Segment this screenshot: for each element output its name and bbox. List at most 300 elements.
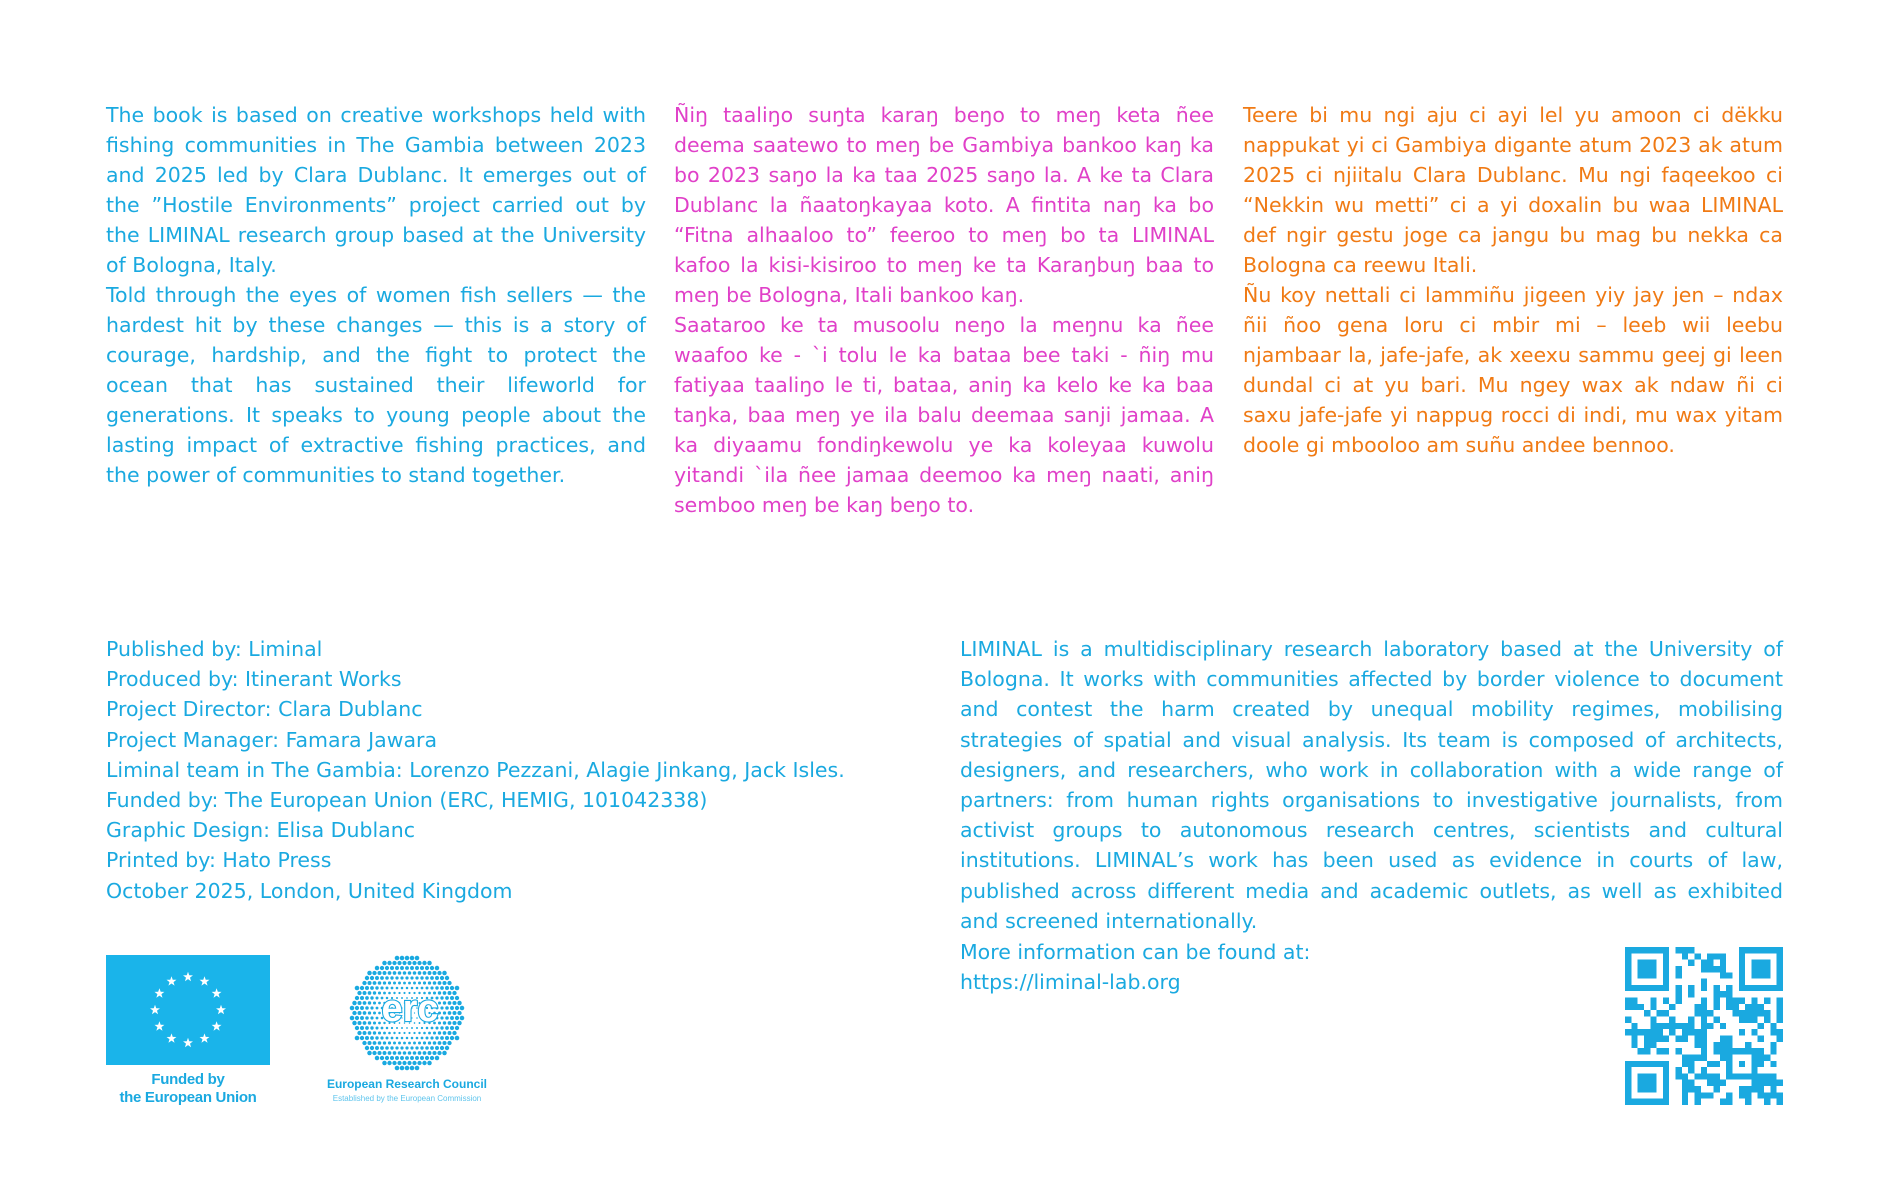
erc-dot <box>442 971 447 976</box>
qr-module <box>1676 1073 1682 1079</box>
erc-dot <box>433 1031 436 1034</box>
erc-dot <box>363 1011 367 1015</box>
qr-module <box>1726 1004 1732 1010</box>
erc-dot <box>360 1016 364 1020</box>
erc-dot <box>393 1051 397 1055</box>
qr-module <box>1682 1080 1688 1086</box>
erc-dot <box>460 1016 465 1021</box>
erc-dot <box>418 1042 421 1045</box>
erc-dot <box>408 1051 412 1055</box>
qr-module <box>1726 1099 1732 1105</box>
qr-module <box>1777 1029 1783 1035</box>
erc-dot <box>455 1036 460 1041</box>
erc-dot <box>370 1006 373 1009</box>
erc-dot <box>411 1037 414 1040</box>
erc-dot <box>393 982 396 985</box>
erc-dot <box>357 1011 361 1015</box>
erc-dot <box>382 961 387 966</box>
qr-module <box>1777 1092 1783 1098</box>
qr-module <box>1758 1010 1764 1016</box>
erc-dot <box>450 1006 454 1010</box>
qr-module <box>1682 1099 1688 1105</box>
qr-module <box>1720 991 1726 997</box>
erc-dot <box>365 1016 369 1020</box>
qr-module <box>1707 960 1713 966</box>
qr-module <box>1745 1099 1751 1105</box>
qr-module <box>1676 1048 1682 1054</box>
qr-module <box>1682 1086 1688 1092</box>
erc-dot <box>380 976 384 980</box>
erc-dot <box>415 956 420 961</box>
erc-dot <box>452 1001 456 1005</box>
qr-module <box>1707 1061 1713 1067</box>
qr-module <box>1713 966 1719 972</box>
qr-module <box>1713 1073 1719 1079</box>
erc-dot <box>400 956 405 961</box>
qr-module <box>1631 1004 1637 1010</box>
qr-module <box>1638 1048 1644 1054</box>
erc-dot <box>447 1041 451 1045</box>
erc-dot <box>370 1046 374 1050</box>
qr-module <box>1732 1004 1738 1010</box>
erc-dot <box>418 1032 420 1034</box>
erc-dot <box>363 991 367 995</box>
erc-dot <box>402 961 406 965</box>
erc-dot <box>428 1051 432 1055</box>
qr-module <box>1676 985 1682 991</box>
erc-dot <box>405 976 408 979</box>
erc-dot <box>398 1051 402 1055</box>
qr-module <box>1695 1092 1701 1098</box>
qr-module <box>1701 1023 1707 1029</box>
erc-dot <box>457 1021 461 1025</box>
erc-dot <box>430 1056 434 1060</box>
qr-module <box>1663 1010 1669 1016</box>
erc-dot <box>352 1011 356 1015</box>
erc-dot <box>383 1041 386 1044</box>
erc-dot <box>360 996 364 1000</box>
erc-dot <box>408 1042 411 1045</box>
more-info-url[interactable]: https://liminal-lab.org <box>960 970 1181 995</box>
qr-module <box>1663 1048 1669 1054</box>
erc-dot <box>420 1056 424 1060</box>
erc-dot <box>373 1021 376 1024</box>
erc-dot <box>375 1026 378 1029</box>
credit-date-place: October 2025, London, United Kingdom <box>106 878 513 903</box>
qr-module <box>1644 1042 1650 1048</box>
erc-dot <box>445 1046 449 1050</box>
english-paragraph-1: The book is based on creative workshops held with fishing communities in The Gambia between 2023 and 2025 led by Clara Dublanc. It emerges out of the ”Hostile Environments” project carried out by the LIMINAL research group based at the University of Bologna, Italy. <box>106 103 646 277</box>
erc-dot <box>452 1031 456 1035</box>
erc-dot <box>450 996 454 1000</box>
mandinka-column <box>674 100 1214 520</box>
erc-dot <box>408 1032 410 1034</box>
eu-caption-line-1: Funded by <box>151 1071 225 1088</box>
qr-module <box>1650 1042 1656 1048</box>
qr-module <box>1713 991 1719 997</box>
qr-module <box>1770 1042 1776 1048</box>
erc-dot <box>355 1036 360 1041</box>
qr-module <box>1707 1092 1713 1098</box>
qr-module <box>1739 1017 1745 1023</box>
qr-module <box>1688 1080 1694 1086</box>
erc-dot <box>393 1032 395 1034</box>
qr-module <box>1726 1042 1732 1048</box>
erc-dot <box>428 1032 431 1035</box>
qr-module <box>1688 985 1694 991</box>
erc-dot <box>376 1017 379 1020</box>
qr-module <box>1682 1029 1688 1035</box>
qr-module <box>1701 1092 1707 1098</box>
qr-module <box>1695 1029 1701 1035</box>
qr-module <box>1682 1023 1688 1029</box>
qr-module <box>1720 1035 1726 1041</box>
qr-module <box>1777 998 1783 1004</box>
erc-dot <box>382 1061 387 1066</box>
qr-module <box>1726 998 1732 1004</box>
qr-module <box>1745 1004 1751 1010</box>
qr-module <box>1777 1099 1783 1105</box>
erc-dot <box>365 996 369 1000</box>
qr-module <box>1777 1080 1783 1086</box>
qr-module <box>1663 1035 1669 1041</box>
qr-module <box>1764 1073 1770 1079</box>
erc-dot <box>412 1061 416 1065</box>
qr-module <box>1701 960 1707 966</box>
erc-dot <box>413 1051 417 1055</box>
qr-module <box>1625 1061 1669 1067</box>
qr-module <box>1701 1035 1707 1041</box>
qr-module <box>1676 991 1682 997</box>
qr-module <box>1732 998 1738 1004</box>
erc-dot <box>398 1032 400 1034</box>
erc-dot <box>423 981 426 984</box>
qr-module <box>1777 953 1783 985</box>
qr-module <box>1625 1004 1631 1010</box>
erc-dot <box>445 1026 449 1030</box>
qr-module <box>1638 1029 1644 1035</box>
qr-module <box>1688 1054 1694 1060</box>
qr-module <box>1770 1061 1776 1067</box>
qr-module <box>1751 1029 1757 1035</box>
qr-module <box>1770 1048 1776 1054</box>
qr-module <box>1676 1067 1682 1073</box>
qr-module <box>1758 1086 1764 1092</box>
erc-dot <box>372 971 376 975</box>
erc-dot <box>405 1056 409 1060</box>
erc-dot <box>393 1042 396 1045</box>
erc-dot <box>407 1061 411 1065</box>
erc-dot <box>447 981 451 985</box>
erc-dot <box>443 1031 447 1035</box>
erc-dot <box>405 956 410 961</box>
erc-dot <box>452 991 456 995</box>
erc-dot <box>435 1036 438 1039</box>
erc-dot <box>393 971 397 975</box>
qr-module <box>1663 1023 1669 1029</box>
qr-module <box>1695 953 1701 959</box>
erc-dot <box>367 981 371 985</box>
qr-module <box>1682 1061 1688 1067</box>
erc-dot <box>438 1041 442 1045</box>
erc-dot <box>442 981 446 985</box>
erc-dot <box>375 1056 379 1060</box>
qr-module <box>1758 1080 1764 1086</box>
qr-module <box>1638 1073 1657 1092</box>
qr-module <box>1758 1004 1764 1010</box>
erc-dot <box>365 976 369 980</box>
qr-module <box>1688 947 1694 953</box>
qr-module <box>1701 1029 1707 1035</box>
erc-dot <box>413 1042 416 1045</box>
erc-dot <box>350 1006 355 1011</box>
qr-module <box>1751 960 1770 979</box>
wolof-paragraph-1: Teere bi mu ngi aju ci ayi lel yu amoon ci dëkku nappukat yi ci Gambiya digante atum 2023 ak atum 2025 ci njiitalu Clara Dublanc. Mu ngi faqeekoo ci “Nekkin wu metti” ci a yi doxalin bu waa LIMINAL def ngir gestu joge ca jangu bu mag bu nekka ca Bologna ca reewu Itali. <box>1243 103 1783 277</box>
erc-dot <box>360 1026 364 1030</box>
qr-module <box>1713 1086 1719 1092</box>
erc-dot <box>378 1022 381 1025</box>
erc-dot <box>360 1006 364 1010</box>
erc-dot <box>367 1051 372 1056</box>
erc-dot <box>380 1036 383 1039</box>
erc-dot <box>415 966 419 970</box>
qr-module <box>1751 1004 1757 1010</box>
qr-module <box>1777 1004 1783 1010</box>
erc-dot <box>425 1046 429 1050</box>
qr-module <box>1758 1048 1764 1054</box>
erc-dot <box>450 986 454 990</box>
qr-module <box>1669 1023 1675 1029</box>
erc-dot <box>392 961 396 965</box>
qr-module <box>1777 1010 1783 1016</box>
qr-module <box>1745 1010 1751 1016</box>
erc-dot <box>385 976 389 980</box>
qr-module <box>1739 1092 1745 1098</box>
erc-dot <box>443 1021 446 1024</box>
erc-dot <box>440 1036 444 1040</box>
qr-module <box>1701 1067 1707 1073</box>
erc-dot <box>368 1001 371 1004</box>
qr-module <box>1676 1023 1682 1029</box>
english-column <box>106 100 646 490</box>
qr-module <box>1650 1004 1656 1010</box>
qr-module <box>1777 1017 1783 1023</box>
qr-module <box>1695 1073 1701 1079</box>
qr-module <box>1764 1099 1770 1105</box>
erc-dot <box>387 961 391 965</box>
erc-dot <box>440 1046 444 1050</box>
erc-dot <box>401 1037 404 1040</box>
erc-dot <box>413 1032 415 1034</box>
qr-module <box>1638 960 1657 979</box>
erc-dot <box>412 961 416 965</box>
qr-module <box>1701 1010 1707 1016</box>
qr-module <box>1701 1042 1707 1048</box>
erc-dot <box>400 976 403 979</box>
erc-mark-text: erc <box>381 988 439 1030</box>
erc-dot <box>420 976 423 979</box>
erc-dot <box>370 1036 374 1040</box>
qr-module <box>1726 1073 1758 1079</box>
qr-module <box>1713 1080 1719 1086</box>
qr-module <box>1688 1086 1694 1092</box>
qr-module <box>1726 1054 1732 1073</box>
erc-dot <box>448 1031 452 1035</box>
erc-dot <box>443 1011 446 1014</box>
qr-module <box>1745 1017 1751 1023</box>
erc-dot <box>403 1042 406 1045</box>
credit-funding: Funded by: The European Union (ERC, HEMIG, 101042338) <box>106 788 708 813</box>
qr-module <box>1625 985 1669 991</box>
erc-dot <box>420 966 424 970</box>
erc-dot <box>435 1056 439 1060</box>
erc-dot <box>457 1001 461 1005</box>
erc-dot <box>388 1051 392 1055</box>
qr-module <box>1657 1035 1663 1041</box>
qr-module <box>1720 1054 1726 1060</box>
credits-list <box>106 634 886 906</box>
qr-module <box>1707 1073 1713 1079</box>
erc-dot <box>415 1066 420 1071</box>
erc-dot <box>368 1011 371 1014</box>
qr-module <box>1764 1010 1770 1016</box>
erc-dot <box>423 1032 426 1035</box>
erc-dot <box>390 966 394 970</box>
qr-module <box>1739 998 1745 1004</box>
erc-dot <box>373 1012 376 1015</box>
erc-dot <box>438 981 442 985</box>
erc-dot <box>445 1036 449 1040</box>
qr-module <box>1669 1004 1675 1010</box>
erc-dot <box>448 1001 452 1005</box>
erc-dot <box>415 1056 419 1060</box>
qr-module <box>1682 1054 1688 1060</box>
erc-dot <box>373 981 377 985</box>
erc-dot <box>445 996 449 1000</box>
qr-module <box>1701 1017 1707 1023</box>
qr-module <box>1657 1029 1663 1035</box>
qr-module <box>1720 960 1726 966</box>
erc-dot <box>378 1002 381 1005</box>
erc-dot <box>430 1046 434 1050</box>
erc-dot <box>365 1006 369 1010</box>
qr-module <box>1625 1067 1631 1099</box>
erc-dot <box>418 982 421 985</box>
erc-dot <box>387 1061 391 1065</box>
erc-name: European Research Council <box>326 1077 488 1091</box>
erc-dot <box>370 996 373 999</box>
qr-module <box>1688 1017 1694 1023</box>
erc-dot <box>433 981 437 985</box>
erc-dot <box>423 1041 426 1044</box>
qr-module <box>1739 1061 1745 1067</box>
mandinka-paragraph-1: Ñiŋ taaliŋo suŋta karaŋ beŋo to meŋ keta ñee deema saatewo to meŋ be Gambiya bankoo kaŋ ka bo 2023 saŋo la ka taa 2025 saŋo la. A ke ta Clara Dublanc la ñaatoŋkayaa koto. A fintita naŋ ka bo “Fitna alhaaloo to” feeroo to meŋ bo ta LIMINAL kafoo la kisi-kisiroo to meŋ ke ta Karaŋbuŋ baa to meŋ be Bologna, Itali bankoo kaŋ. <box>674 103 1214 307</box>
qr-module <box>1739 985 1783 991</box>
erc-dot <box>392 1061 396 1065</box>
erc-subtitle: Established by the European Commission <box>332 1094 482 1103</box>
qr-module <box>1758 1092 1764 1098</box>
erc-logo <box>322 955 492 1106</box>
erc-dot <box>362 981 366 985</box>
qr-module <box>1751 1010 1757 1016</box>
erc-dot <box>395 1066 400 1071</box>
erc-dot <box>430 1036 433 1039</box>
qr-module <box>1650 1017 1656 1023</box>
qr-module <box>1625 1099 1669 1105</box>
qr-module <box>1720 966 1726 972</box>
eu-caption-line-2: the European Union <box>119 1089 257 1106</box>
erc-dot <box>440 986 444 990</box>
erc-dot <box>435 976 439 980</box>
erc-dot <box>388 971 392 975</box>
erc-dot <box>432 971 436 975</box>
qr-module <box>1758 1073 1764 1079</box>
erc-dot <box>460 1006 465 1011</box>
qr-module <box>1631 1042 1637 1048</box>
qr-module <box>1650 1029 1656 1035</box>
erc-logo-icon <box>349 955 465 1071</box>
erc-dot <box>445 986 449 990</box>
qr-module <box>1745 1086 1751 1092</box>
qr-module <box>1770 1086 1776 1092</box>
erc-dot <box>378 1012 381 1015</box>
erc-dot <box>420 1046 423 1049</box>
erc-dot <box>370 976 374 980</box>
erc-dot <box>367 971 372 976</box>
credit-project-director: Project Director: Clara Dublanc <box>106 697 423 722</box>
erc-dot <box>365 1046 369 1050</box>
qr-module <box>1676 966 1682 972</box>
qr-module <box>1770 1080 1776 1086</box>
qr-code-icon <box>1625 947 1783 1105</box>
erc-dot <box>403 982 406 985</box>
qr-module <box>1720 972 1726 978</box>
erc-dot <box>437 971 441 975</box>
erc-dot <box>405 1066 410 1071</box>
erc-dot <box>365 1026 369 1030</box>
qr-module <box>1688 960 1694 966</box>
erc-dot <box>445 976 449 980</box>
erc-dot <box>367 1041 371 1045</box>
erc-dot <box>355 1006 359 1010</box>
qr-module <box>1726 1092 1732 1098</box>
qr-module <box>1758 1023 1764 1029</box>
erc-dot <box>410 1066 415 1071</box>
qr-module <box>1758 1061 1764 1067</box>
qr-module <box>1707 953 1713 959</box>
qr-module <box>1695 1086 1701 1092</box>
qr-module <box>1625 1017 1631 1023</box>
erc-dot <box>455 996 459 1000</box>
wolof-paragraph-2: Ñu koy nettali ci lammiñu jigeen yiy jay jen – ndax ñii ñoo gena loru ci mbir mi – leeb wii leebu njambaar la, jafe-jafe, ak xeexu sammu geej gi leen dundal ci at yu bari. Mu ngey wax ak ndaw ñi ci saxu jafe-jafe yi nappug rocci di indi, mu wax yitam doole gi mbooloo am suñu andee bennoo. <box>1243 283 1783 457</box>
erc-dot <box>365 1036 369 1040</box>
qr-module <box>1777 1035 1783 1041</box>
erc-dot <box>443 1001 446 1004</box>
qr-module <box>1720 953 1726 959</box>
erc-dot <box>360 986 364 990</box>
credit-graphic-design: Graphic Design: Elisa Dublanc <box>106 818 415 843</box>
erc-dot <box>403 971 407 975</box>
qr-module <box>1669 1029 1675 1035</box>
erc-dot <box>375 986 378 989</box>
qr-module <box>1751 1017 1757 1023</box>
erc-dot <box>350 1016 355 1021</box>
qr-module <box>1751 1054 1757 1073</box>
qr-module <box>1688 1029 1694 1035</box>
qr-module <box>1663 953 1669 985</box>
qr-module <box>1631 998 1637 1004</box>
erc-dot <box>378 981 382 985</box>
